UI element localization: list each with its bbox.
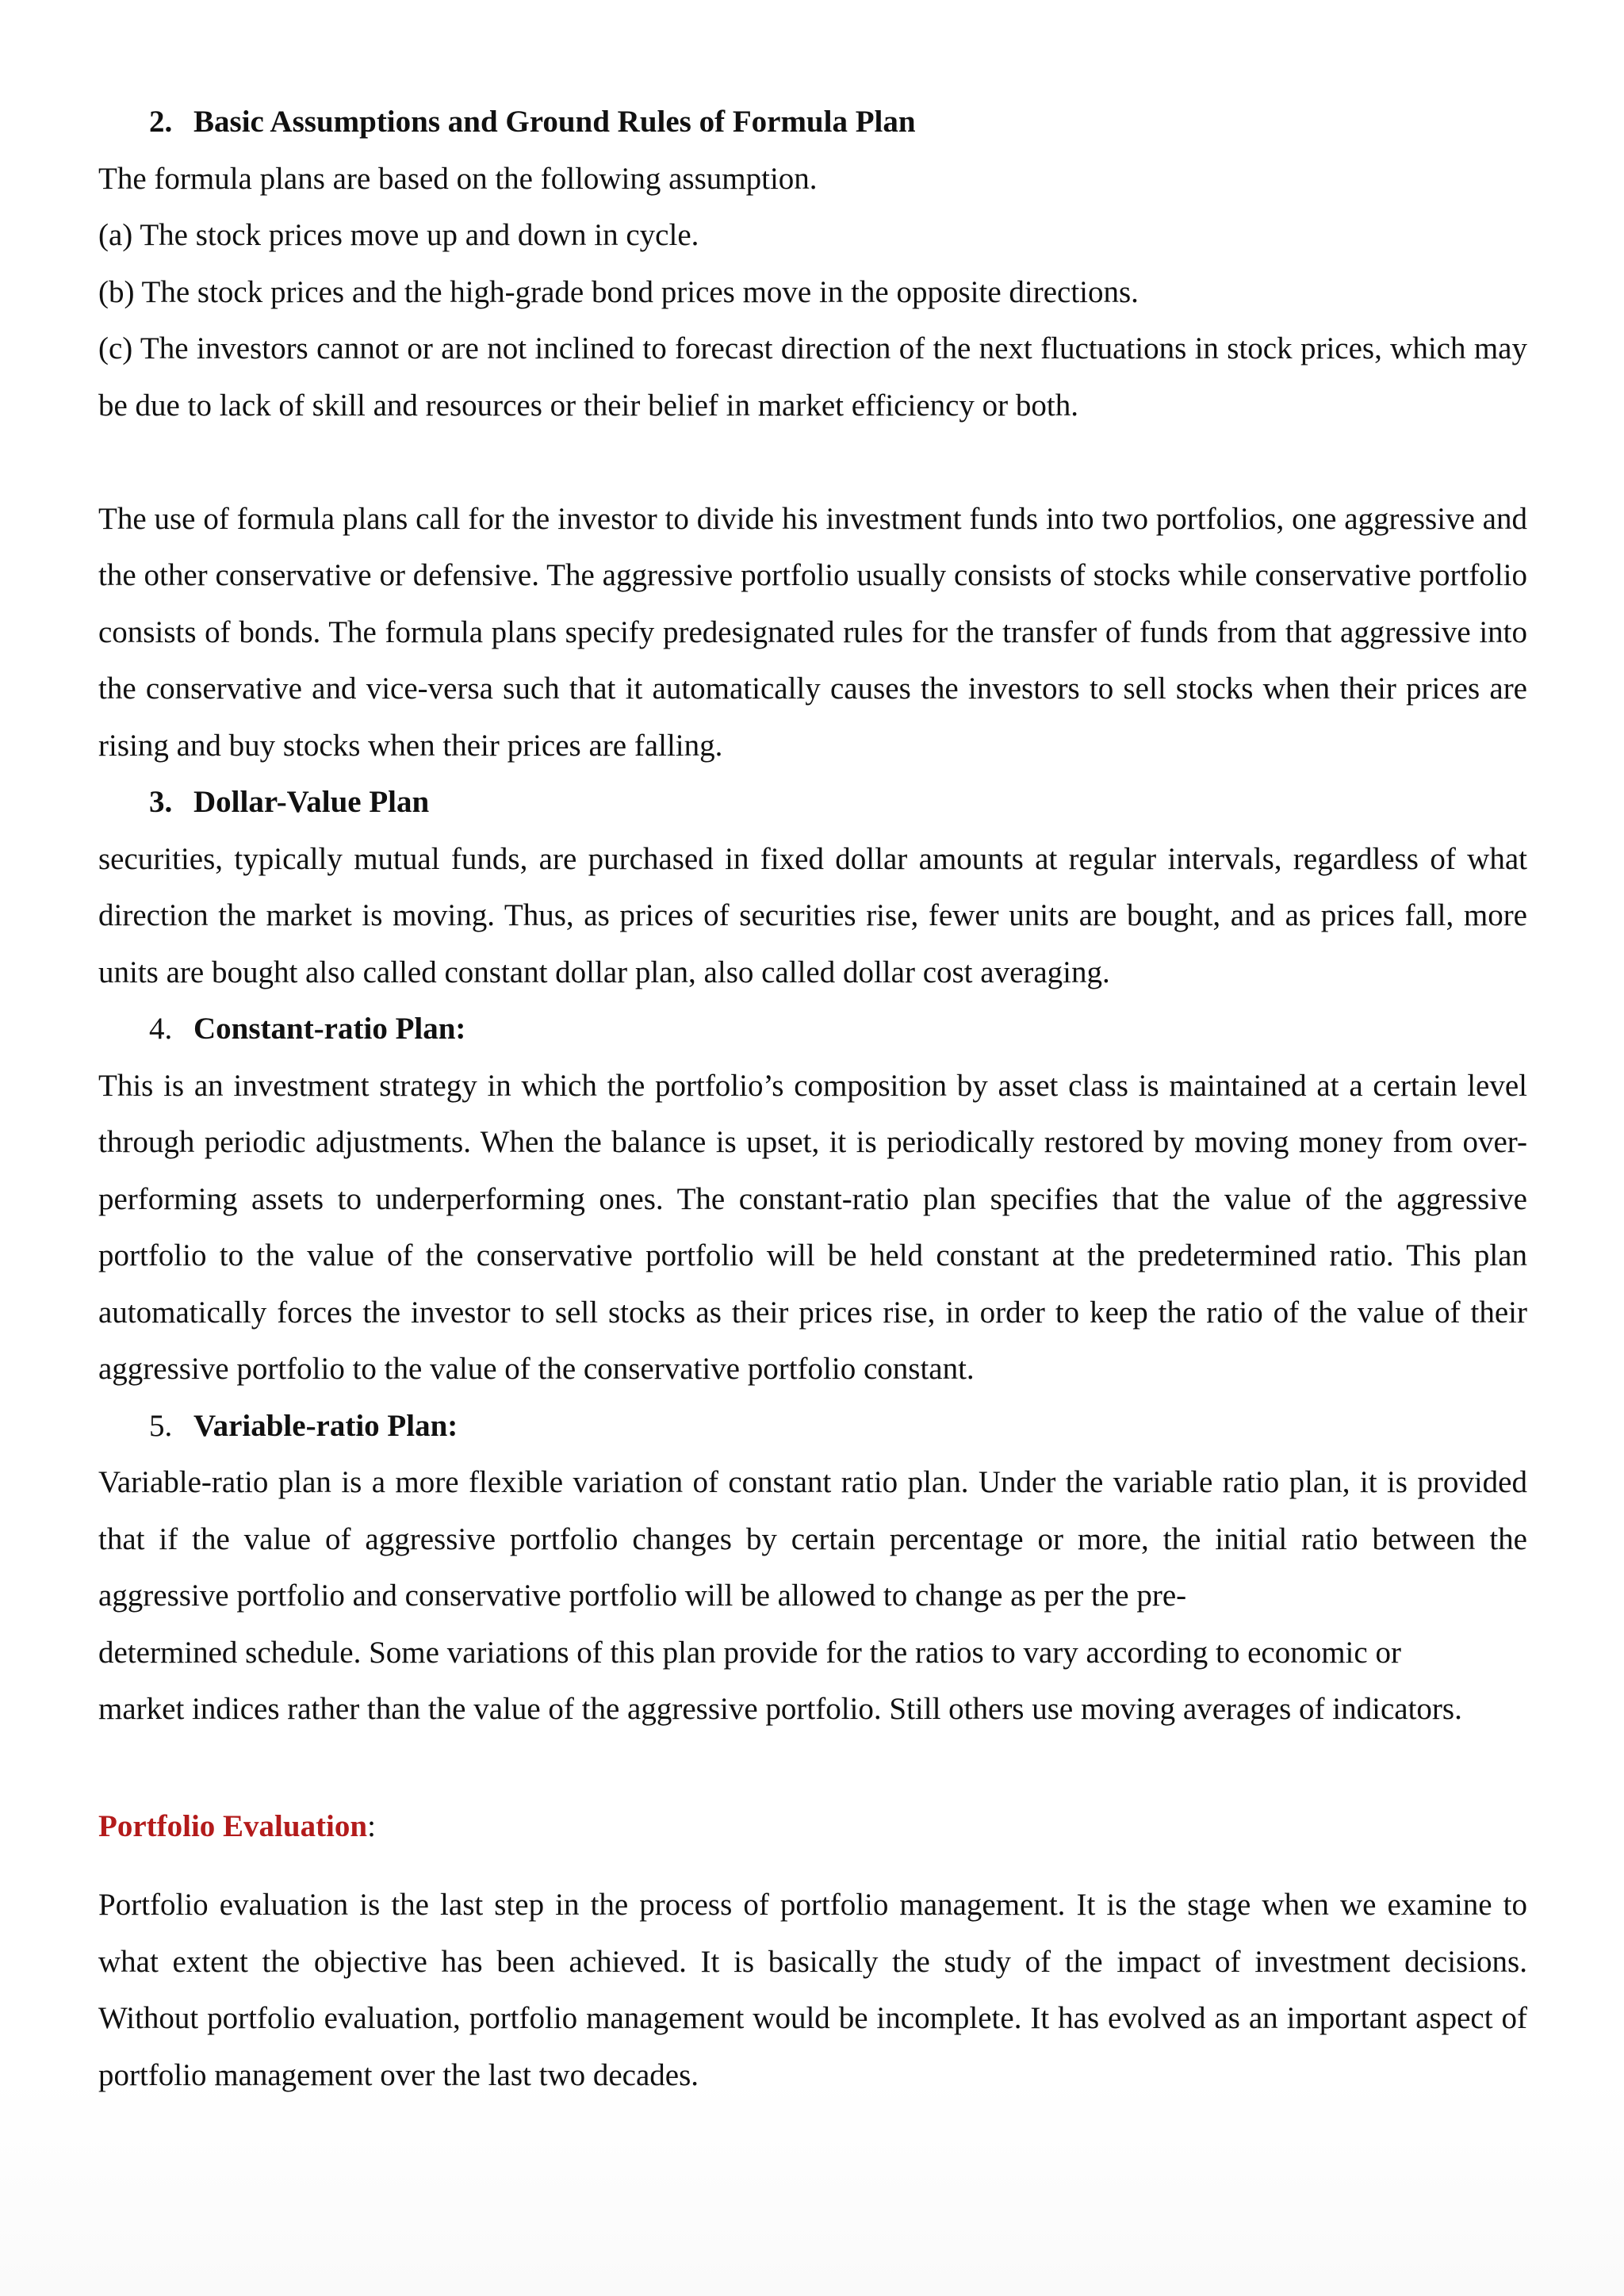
section-3-heading: [98, 774, 1527, 831]
section-3-paragraph: securities, typically mutual funds, are purchased in fixed dollar amounts at regular intervals, regardless of what direction the market is moving. Thus, as prices of securities rise, fewer units are bought, and as prices fall, more units are bought also called constant dollar plan, also called dollar cost averaging.: [98, 841, 1527, 989]
section-5-paragraph-b: determined schedule. Some variations of this plan provide for the ratios to vary according to economic or: [98, 1635, 1401, 1670]
section-5-number: 5.: [149, 1408, 173, 1443]
section-5-paragraph-a: Variable-ratio plan is a more flexible variation of constant ratio plan. Under the variable ratio plan, it is provided that if the value of aggressive portfolio changes by certain percentage or more, the initial ratio between the aggressive portfolio and conservative portfolio will be allowed to change as per the pre-: [98, 1465, 1527, 1613]
assumption-b: (b) The stock prices and the high-grade bond prices move in the opposite directions.: [98, 274, 1139, 309]
assumption-c: (c) The investors cannot or are not inclined to forecast direction of the next fluctuations in stock prices, which may be due to lack of skill and resources or their belief in market efficiency or both.: [98, 331, 1527, 423]
section-3-title: Dollar-Value Plan: [193, 785, 430, 819]
section-2-paragraph: The use of formula plans call for the investor to divide his investment funds into two portfolios, one aggressive and the other conservative or defensive. The aggressive portfolio usually consists of stocks while conservative portfolio consists of bonds. The formula plans specify predesignated rules for the transfer of funds from that aggressive into the conservative and vice-versa such that it automatically causes the investors to sell stocks when their prices are rising and buy stocks when their prices are falling.: [98, 501, 1527, 763]
section-5-heading: [98, 1398, 1527, 1455]
section-4-title: Constant-ratio Plan:: [193, 1012, 466, 1046]
assumption-a: (a) The stock prices move up and down in cycle.: [98, 218, 699, 252]
section-5-paragraph-c: market indices rather than the value of the aggressive portfolio. Still others use moving averages of indicators.: [98, 1692, 1462, 1726]
section-2-intro: The formula plans are based on the following assumption.: [98, 161, 818, 196]
section-2-title: Basic Assumptions and Ground Rules of Formula Plan: [193, 105, 916, 139]
portfolio-evaluation-title: Portfolio Evaluation: [98, 1808, 368, 1843]
section-2-number: 2.: [149, 105, 173, 139]
section-4-number: 4.: [149, 1012, 173, 1046]
section-4-heading: [98, 1001, 1527, 1058]
section-5-title: Variable-ratio Plan:: [193, 1408, 458, 1443]
spacer: [98, 434, 1527, 491]
portfolio-evaluation-colon: :: [367, 1808, 376, 1843]
section-2-heading: [98, 94, 1527, 151]
page-background-fade: [0, 2077, 1624, 2296]
portfolio-evaluation-paragraph: Portfolio evaluation is the last step in the process of portfolio management. It is the stage when we examine to what extent the objective has been achieved. It is basically the study of the impact of investment decisions. Without portfolio evaluation, portfolio management would be incomplete. It has evolved as an important aspect of portfolio management over the last two decades.: [98, 1888, 1527, 2092]
document-page: [98, 94, 1527, 2103]
spacer: [98, 1738, 1527, 1798]
spacer: [98, 1854, 1527, 1877]
section-4-paragraph: This is an investment strategy in which the portfolio’s composition by asset class is maintained at a certain level through periodic adjustments. When the balance is upset, it is periodically restored by moving money from over-performing assets to underperforming ones. The constant-ratio plan specifies that the value of the aggressive portfolio to the value of the conservative portfolio will be held constant at the predetermined ratio. This plan automatically forces the investor to sell stocks as their prices rise, in order to keep the ratio of the value of their aggressive portfolio to the value of the conservative portfolio constant.: [98, 1068, 1527, 1386]
portfolio-evaluation-heading: [98, 1798, 1527, 1855]
section-3-number: 3.: [149, 785, 173, 819]
